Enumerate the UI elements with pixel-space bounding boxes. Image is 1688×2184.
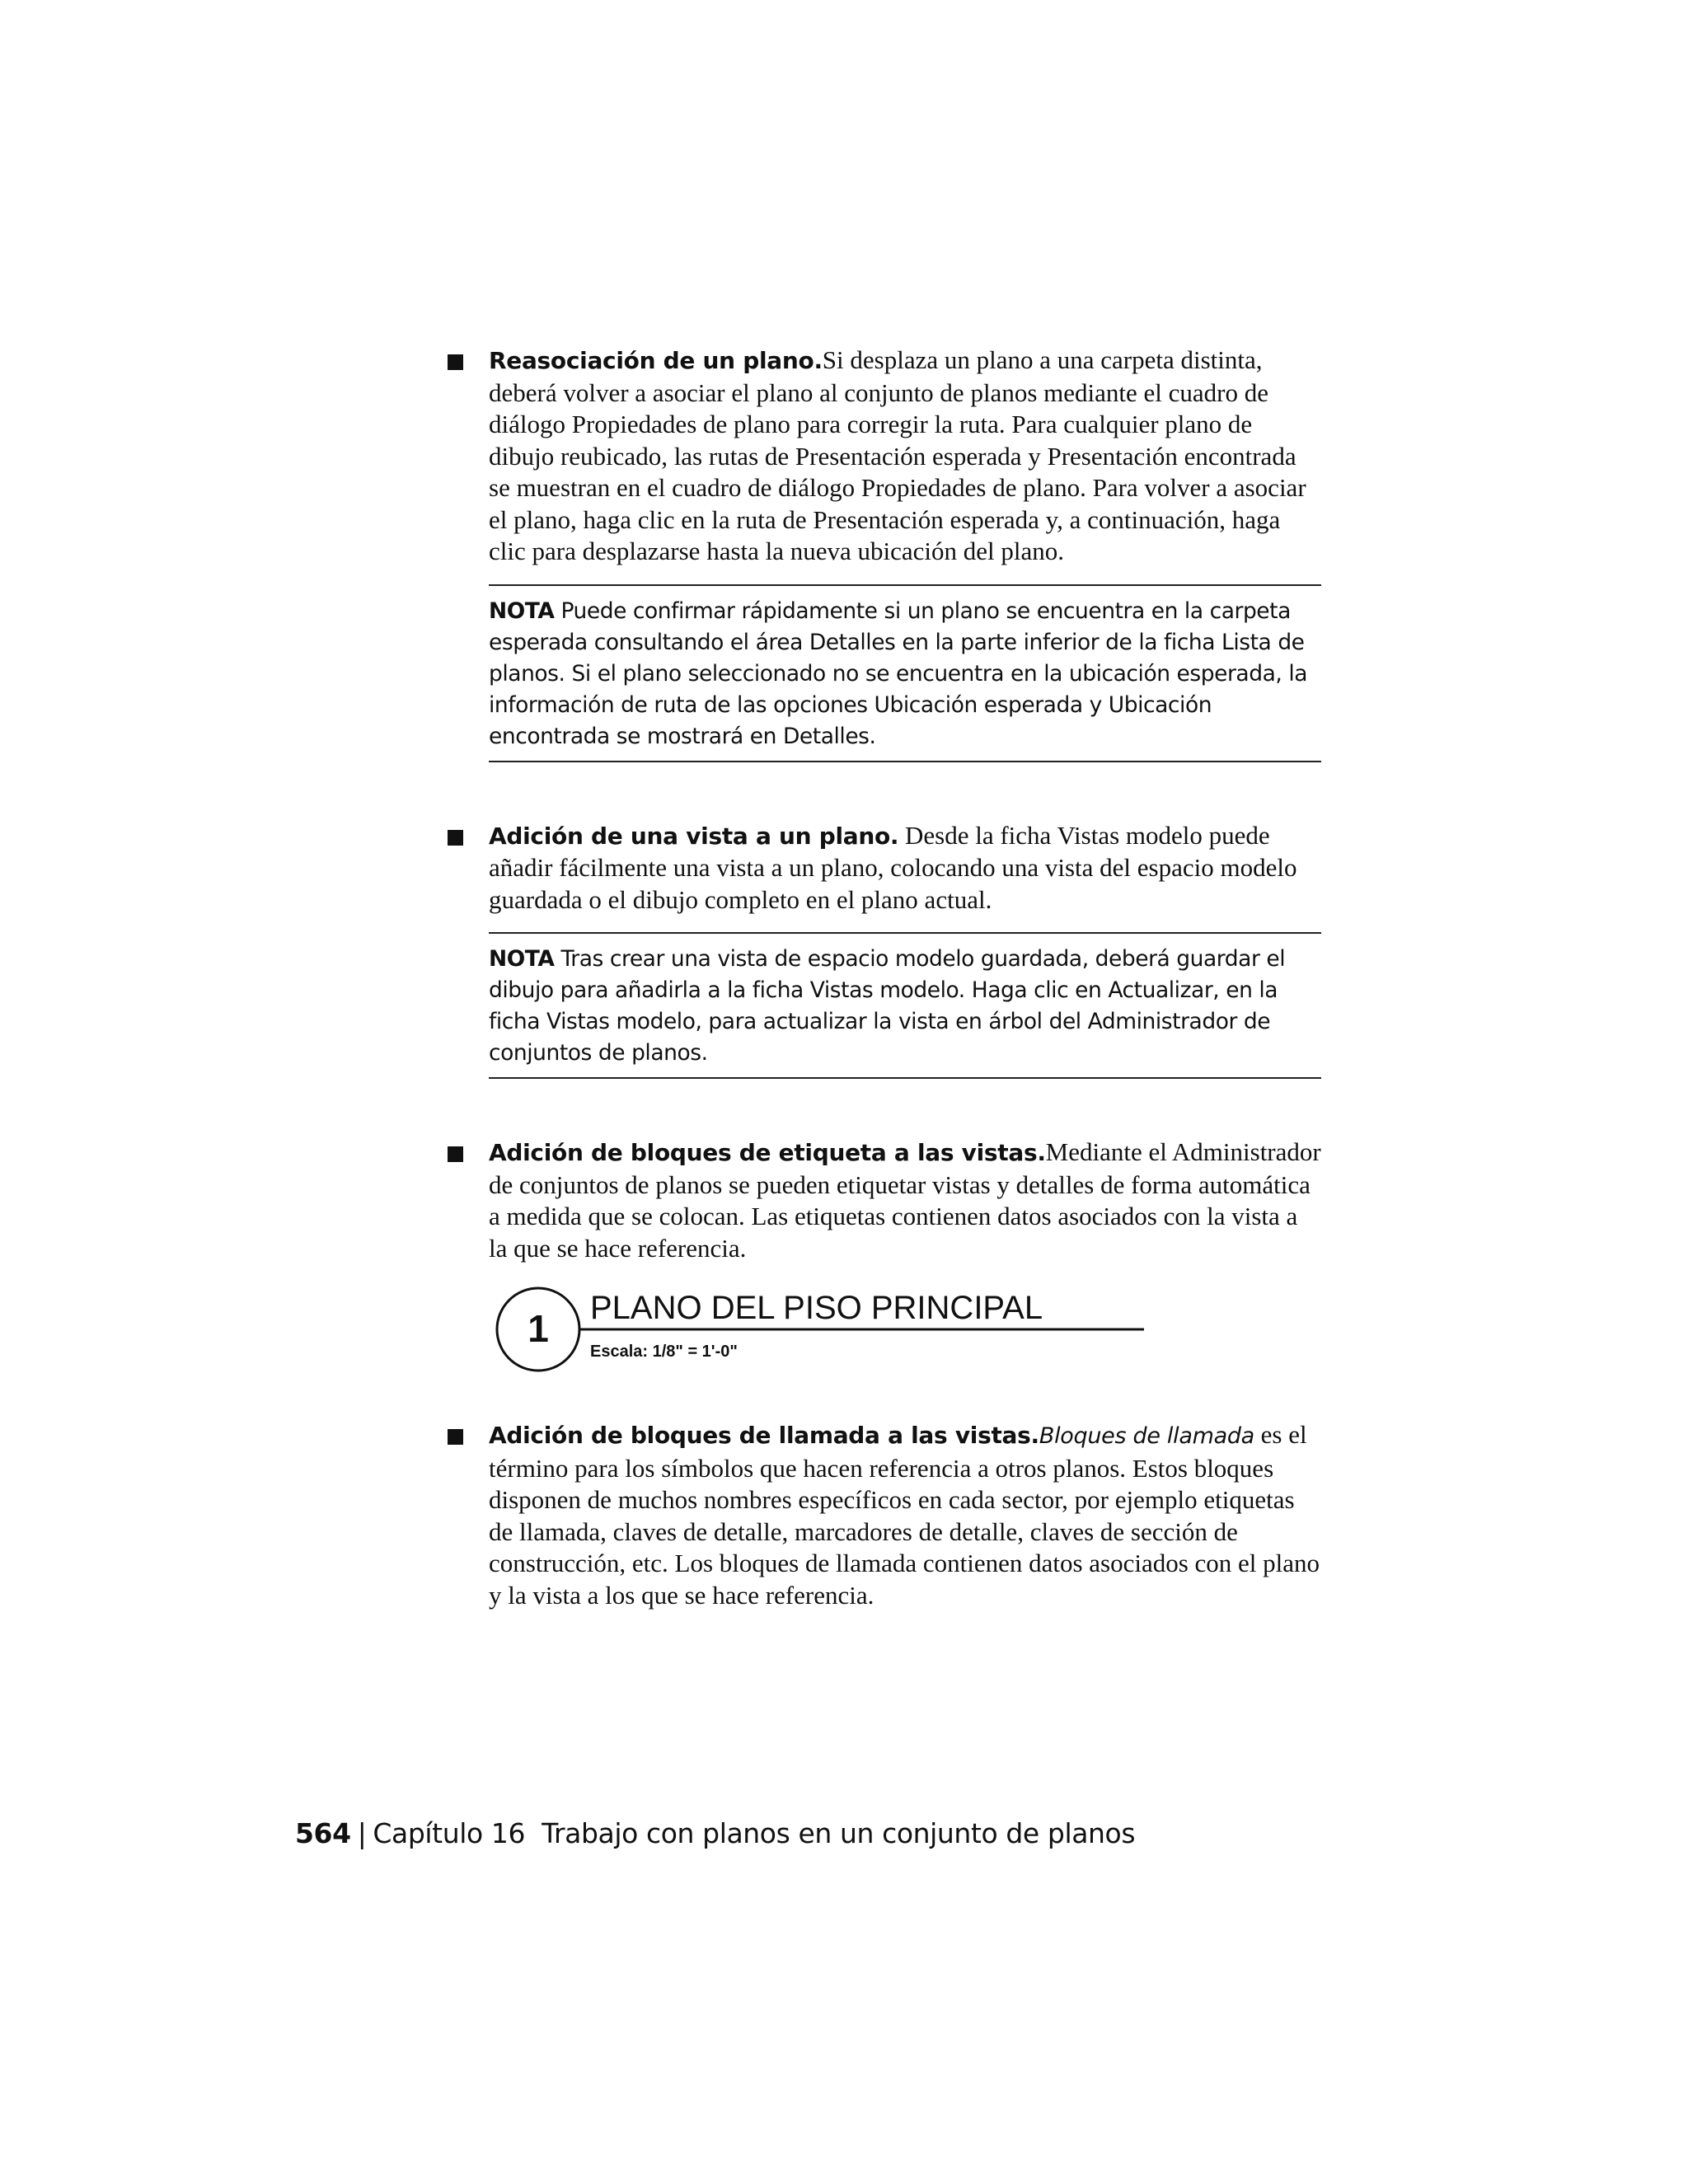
bullet-item-reasociacion (448, 344, 1321, 568)
item-lead: Adición de bloques de etiqueta a las vistas. (489, 1139, 1046, 1166)
view-title: PLANO DEL PISO PRINCIPAL (590, 1290, 1043, 1326)
item-text: Desde la ficha Vistas modelo puede añadir fácilmente una vista a un plano, colocando una vista del espacio modelo guardada o el dibujo completo en el plano actual. (489, 820, 1297, 914)
bullet-square-icon (448, 830, 463, 846)
note-label: NOTA (489, 946, 555, 972)
view-number: 1 (528, 1307, 549, 1350)
item-lead: Adición de una vista a un plano. (489, 822, 899, 850)
bullet-item-bloques-etiqueta (448, 1137, 1321, 1264)
bullet-square-icon (448, 1429, 463, 1445)
footer-title: Trabajo con planos en un conjunto de planos (542, 1817, 1136, 1849)
page-footer (295, 1817, 1135, 1849)
item-text: es el término para los símbolos que hacen referencia a otros planos. Estos bloques disponen de muchos nombres específicos en cada sector, por ejemplo etiquetas de llamada, claves de detalle, marcadores de detalle, claves de sección de construcción, etc. Los bloques de llamada contienen datos asociados con el plano y la vista a los que se hace referencia. (489, 1420, 1320, 1610)
view-label-figure (493, 1281, 1152, 1378)
bullet-square-icon (448, 354, 463, 370)
view-scale: Escala: 1/8" = 1'-0" (590, 1343, 738, 1361)
note-text: Tras crear una vista de espacio modelo guardada, deberá guardar el dibujo para añadirla a la ficha Vistas modelo. Haga clic en Actualizar, en la ficha Vistas modelo, para actualizar la vista en árbol del Administrador de conjuntos de planos. (489, 946, 1286, 1066)
item-text: Mediante el Administrador de conjuntos de planos se pueden etiquetar vistas y detalles de forma automática a medida que se colocan. Las etiquetas contienen datos asociados con la vista a la que se hace referencia. (489, 1137, 1321, 1263)
bullet-square-icon (448, 1146, 463, 1162)
page-content (448, 344, 1321, 1611)
item-text: Si desplaza un plano a una carpeta distinta, deberá volver a asociar el plano al conjunto de planos mediante el cuadro de diálogo Propiedades de plano para corregir la ruta. Para cualquier plano de dibujo reubicado, las rutas de Presentación esperada y Presentación encontrada se muestran en el cuadro de diálogo Propiedades de plano. Para volver a asociar el plano, haga clic en la ruta de Presentación esperada y, a continuación, haga clic para desplazarse hasta la nueva ubicación del plano. (489, 345, 1306, 565)
note-box (489, 932, 1321, 1079)
bullet-item-adicion-vista (448, 820, 1321, 916)
footer-separator: | (357, 1817, 367, 1849)
note-label: NOTA (489, 598, 555, 624)
item-italic-term: Bloques de llamada (1039, 1423, 1254, 1449)
bullet-item-bloques-llamada (448, 1419, 1321, 1611)
note-box (489, 584, 1321, 762)
item-lead: Adición de bloques de llamada a las vistas. (489, 1422, 1039, 1449)
view-label-svg (493, 1281, 1152, 1378)
item-lead: Reasociación de un plano. (489, 347, 823, 374)
footer-chapter: Capítulo 16 (373, 1817, 526, 1849)
page-number: 564 (295, 1817, 351, 1849)
note-text: Puede confirmar rápidamente si un plano se encuentra en la carpeta esperada consultando el área Detalles en la parte inferior de la ficha Lista de planos. Si el plano seleccionado no se encuentra en la ubicación esperada, la información de ruta de las opciones Ubicación esperada y Ubicación encontrada se mostrará en Detalles. (489, 598, 1308, 749)
